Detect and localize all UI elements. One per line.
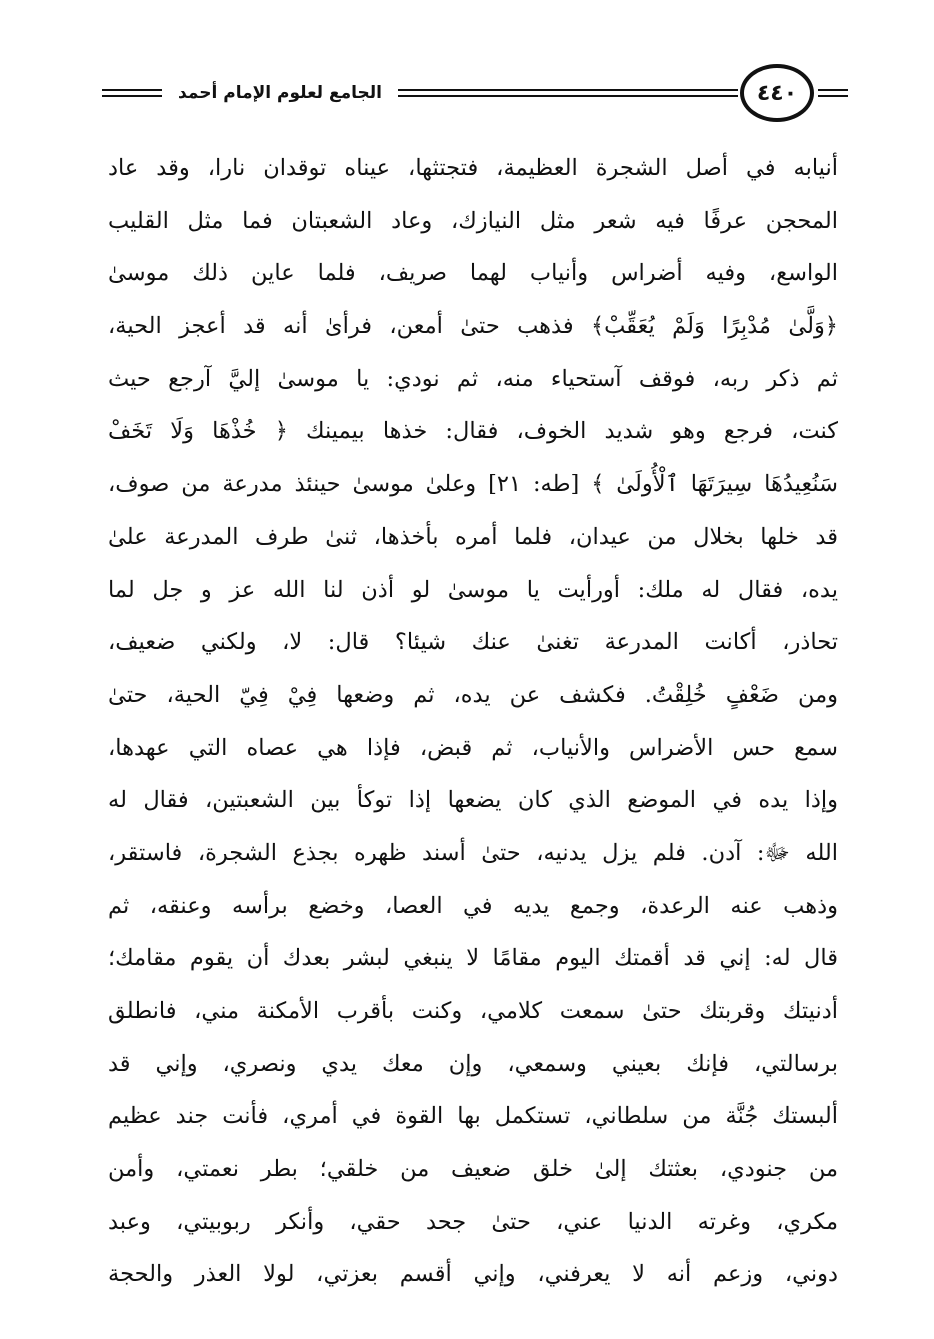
text-line: برسالتي، فإنك بعيني وسمعي، وإن معك يدي ونصري، وإني قد — [108, 1050, 838, 1077]
page-body-text — [108, 142, 838, 1301]
text-line: من جنودي، بعثتك إلىٰ خلق ضعيف من خلقي؛ بطر نعمتي، وأمن — [108, 1156, 838, 1183]
text-line: يده، فقال له ملك: أورأيت يا موسىٰ لو أذن لنا الله عز و جل لما — [108, 576, 838, 603]
text-line: ثم ذكر ربه، فوقف آستحياء منه، ثم نودي: يا موسىٰ إليَّ آرجع حيث — [108, 365, 838, 392]
text-line: كنت، فرجع وهو شديد الخوف، فقال: خذها بيمينك ﴿ خُذْهَا وَلَا تَخَفْ — [108, 418, 838, 445]
header-rule-left — [102, 89, 162, 97]
text-line: المحجن عرفًا فيه شعر مثل النيازك، وعاد الشعبتان فما مثل القليب — [108, 207, 838, 234]
text-line: قد خلها بخلال من عيدان، فلما أمره بأخذها، ثنىٰ طرف المدرعة علىٰ — [108, 523, 838, 550]
text-line: أنيابه في أصل الشجرة العظيمة، فتجتثها، عيناه توقدان نارا، وقد عاد — [108, 155, 838, 181]
text-line: ألبستك جُنَّة من سلطاني، تستكمل بها القوة في أمري، فأنت جند عظيم — [108, 1103, 838, 1130]
text-line: أدنيتك وقربتك حتىٰ سمعت كلامي، وكنت بأقرب الأمكنة مني، فانطلق — [108, 998, 838, 1024]
book-title: الجامع لعلوم الإمام أحمد — [178, 83, 382, 103]
text-line: وذهب عنه الرعدة، وجمع يديه في العصا، وخضع برأسه وعنقه، ثم — [108, 892, 838, 919]
header-rule-right — [818, 89, 848, 97]
text-line: قال له: إني قد أقمتك اليوم مقامًا لا ينبغي لبشر بعدك أن يقوم مقامك؛ — [108, 945, 838, 972]
page-number-badge — [740, 64, 814, 122]
text-line: الواسع، وفيه أضراس وأنياب لهما صريف، فلما عاين ذلك موسىٰ — [108, 260, 838, 287]
text-line: وإذا يده في الموضع الذي كان يضعها إذا توكأ بين الشعبتين، فقال له — [108, 787, 838, 814]
text-line: تحاذر، أكانت المدرعة تغنىٰ عنك شيئا؟ قال: لا، ولكني ضعيف، — [108, 629, 838, 656]
page-header — [88, 58, 848, 128]
text-line: مكري، وغرته الدنيا عني، حتىٰ جحد حقي، وأنكر ربوبيتي، وعبد — [108, 1208, 838, 1235]
text-line: سَنُعِيدُهَا سِيرَتَهَا ٱلْأُولَىٰ ﴾ [طه: ٢١] وعلىٰ موسىٰ حينئذ مدرعة من صوف، — [108, 471, 838, 498]
text-line: ﴿وَلَّىٰ مُدْبِرًا وَلَمْ يُعَقِّبْ﴾ فذهب حتىٰ أمعن، فرأىٰ أنه قد أعجز الحية، — [108, 313, 838, 340]
text-line: دوني، وزعم أنه لا يعرفني، وإني أقسم بعزتي، لولا العذر والحجة — [108, 1261, 838, 1288]
text-line: الله ﷻ: آدن. فلم يزل يدنيه، حتىٰ أسند ظهره بجذع الشجرة، فاستقر، — [108, 839, 838, 866]
page-number: ٤٤٠ — [756, 80, 798, 106]
header-rule-middle — [398, 89, 738, 97]
text-line: ومن ضَعْفٍ خُلِقْتُ. فكشف عن يده، ثم وضعها فِيْ فِيّ الحية، حتىٰ — [108, 681, 838, 708]
text-line: سمع حس الأضراس والأنياب، ثم قبض، فإذا هي عصاه التي عهدها، — [108, 734, 838, 761]
